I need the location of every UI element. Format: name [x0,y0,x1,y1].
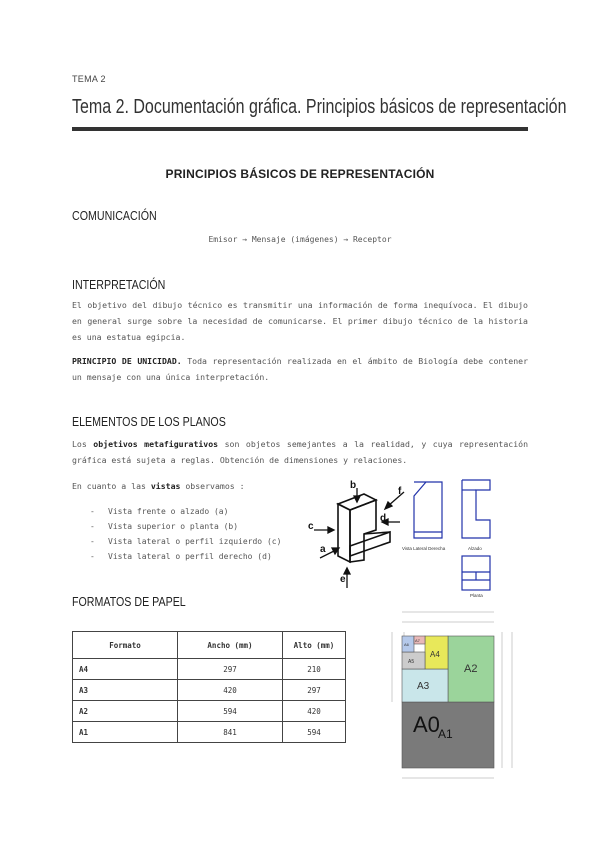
chapter-label: TEMA 2 [72,74,106,84]
column-header-ancho: Ancho (mm) [178,632,283,659]
view-plan [462,556,490,590]
section-subtitle: PRINCIPIOS BÁSICOS DE REPRESENTACIÓN [165,167,435,181]
label-a0: A0 [413,712,440,737]
heading-formatos: FORMATOS DE PAPEL [72,594,186,609]
meta-bold: objetivos metafigurativos [93,439,219,449]
figure-label-f: f [398,486,402,497]
cell-height: 210 [283,659,346,680]
paragraph-unicidad [72,353,528,385]
cell-width: 420 [178,680,283,701]
meta-text-a: Los [72,439,94,449]
paragraph-interpretacion: El objetivo del dibujo técnico es transmitir una información de forma inequívoca. El dibujo en general surge sobre la necesidad de comunicarse. El primer dibujo técnico de la historia es una estatua egipcia. [72,300,528,342]
label-a6: A6 [404,642,409,647]
heading-comunicacion: COMUNICACIÓN [72,208,157,223]
table-row [73,659,346,680]
cell-width: 841 [178,722,283,743]
orthographic-views-figure [400,476,530,601]
cell-height: 297 [283,680,346,701]
views-list-item: - Vista lateral o perfil derecho (d) [90,549,310,564]
figure-label-a: a [320,544,326,555]
cell-width: 594 [178,701,283,722]
column-header-alto: Alto (mm) [283,632,346,659]
caption-plan: Planta [470,593,483,598]
meta-text-b: son objetos semejantes a la realidad, y cuya representación gráfica está sujeta a reglas. Obtención de dimensiones y relaciones. [72,439,529,465]
label-a2: A2 [464,663,478,675]
paper-formats-table [72,631,346,743]
label-a7: A7 [415,638,420,643]
label-a3: A3 [417,681,430,692]
figure-label-d: d [380,513,387,524]
view-front [462,480,490,538]
table-header-row [73,632,346,659]
title-rule [72,127,528,131]
table-row [73,701,346,722]
cell-format: A3 [73,680,178,701]
views-list-item: - Vista frente o alzado (a) [90,504,310,519]
views-list [90,504,310,564]
unicidad-bold: PRINCIPIO DE UNICIDAD. [72,356,182,366]
views-list-item: - Vista superior o planta (b) [90,519,310,534]
figure-label-b: b [350,480,357,491]
label-a4: A4 [430,650,440,659]
communication-flow: Emisor → Mensaje (imágenes) → Receptor [208,235,392,244]
vistas-text-a: En cuanto a las [72,481,151,491]
vistas-text-b: observamos : [180,481,245,491]
cell-format: A2 [73,701,178,722]
heading-interpretacion: INTERPRETACIÓN [72,277,166,292]
table-row [73,680,346,701]
column-header-formato: Formato [73,632,178,659]
cell-format: A4 [73,659,178,680]
views-list-item: - Vista lateral o perfil izquierdo (c) [90,534,310,549]
cell-format: A1 [73,722,178,743]
paper-sizes-diagram [382,602,528,788]
table-row [73,722,346,743]
cell-width: 297 [178,659,283,680]
cell-height: 420 [283,701,346,722]
isometric-object-shape [338,494,390,562]
vistas-bold: vistas [150,481,181,491]
caption-front: Alzado [468,546,482,551]
cell-height: 594 [283,722,346,743]
figure-label-e: e [340,574,346,585]
caption-right-side: Vista Lateral Derecha [402,546,446,551]
view-right-side [414,482,442,538]
label-a5: A5 [408,659,415,665]
unicidad-text: Toda representación realizada en el ámbito de Biología debe contener un mensaje con una única interpretación. [72,356,528,382]
paragraph-metafigurativos [72,436,528,468]
figure-label-c: c [308,521,314,532]
heading-elementos: ELEMENTOS DE LOS PLANOS [72,414,226,429]
label-a1: A1 [438,727,453,741]
page-title: Tema 2. Documentación gráfica. Principios básicos de representación [72,96,567,118]
isometric-object-figure [300,470,410,594]
paragraph-vistas [72,478,312,494]
